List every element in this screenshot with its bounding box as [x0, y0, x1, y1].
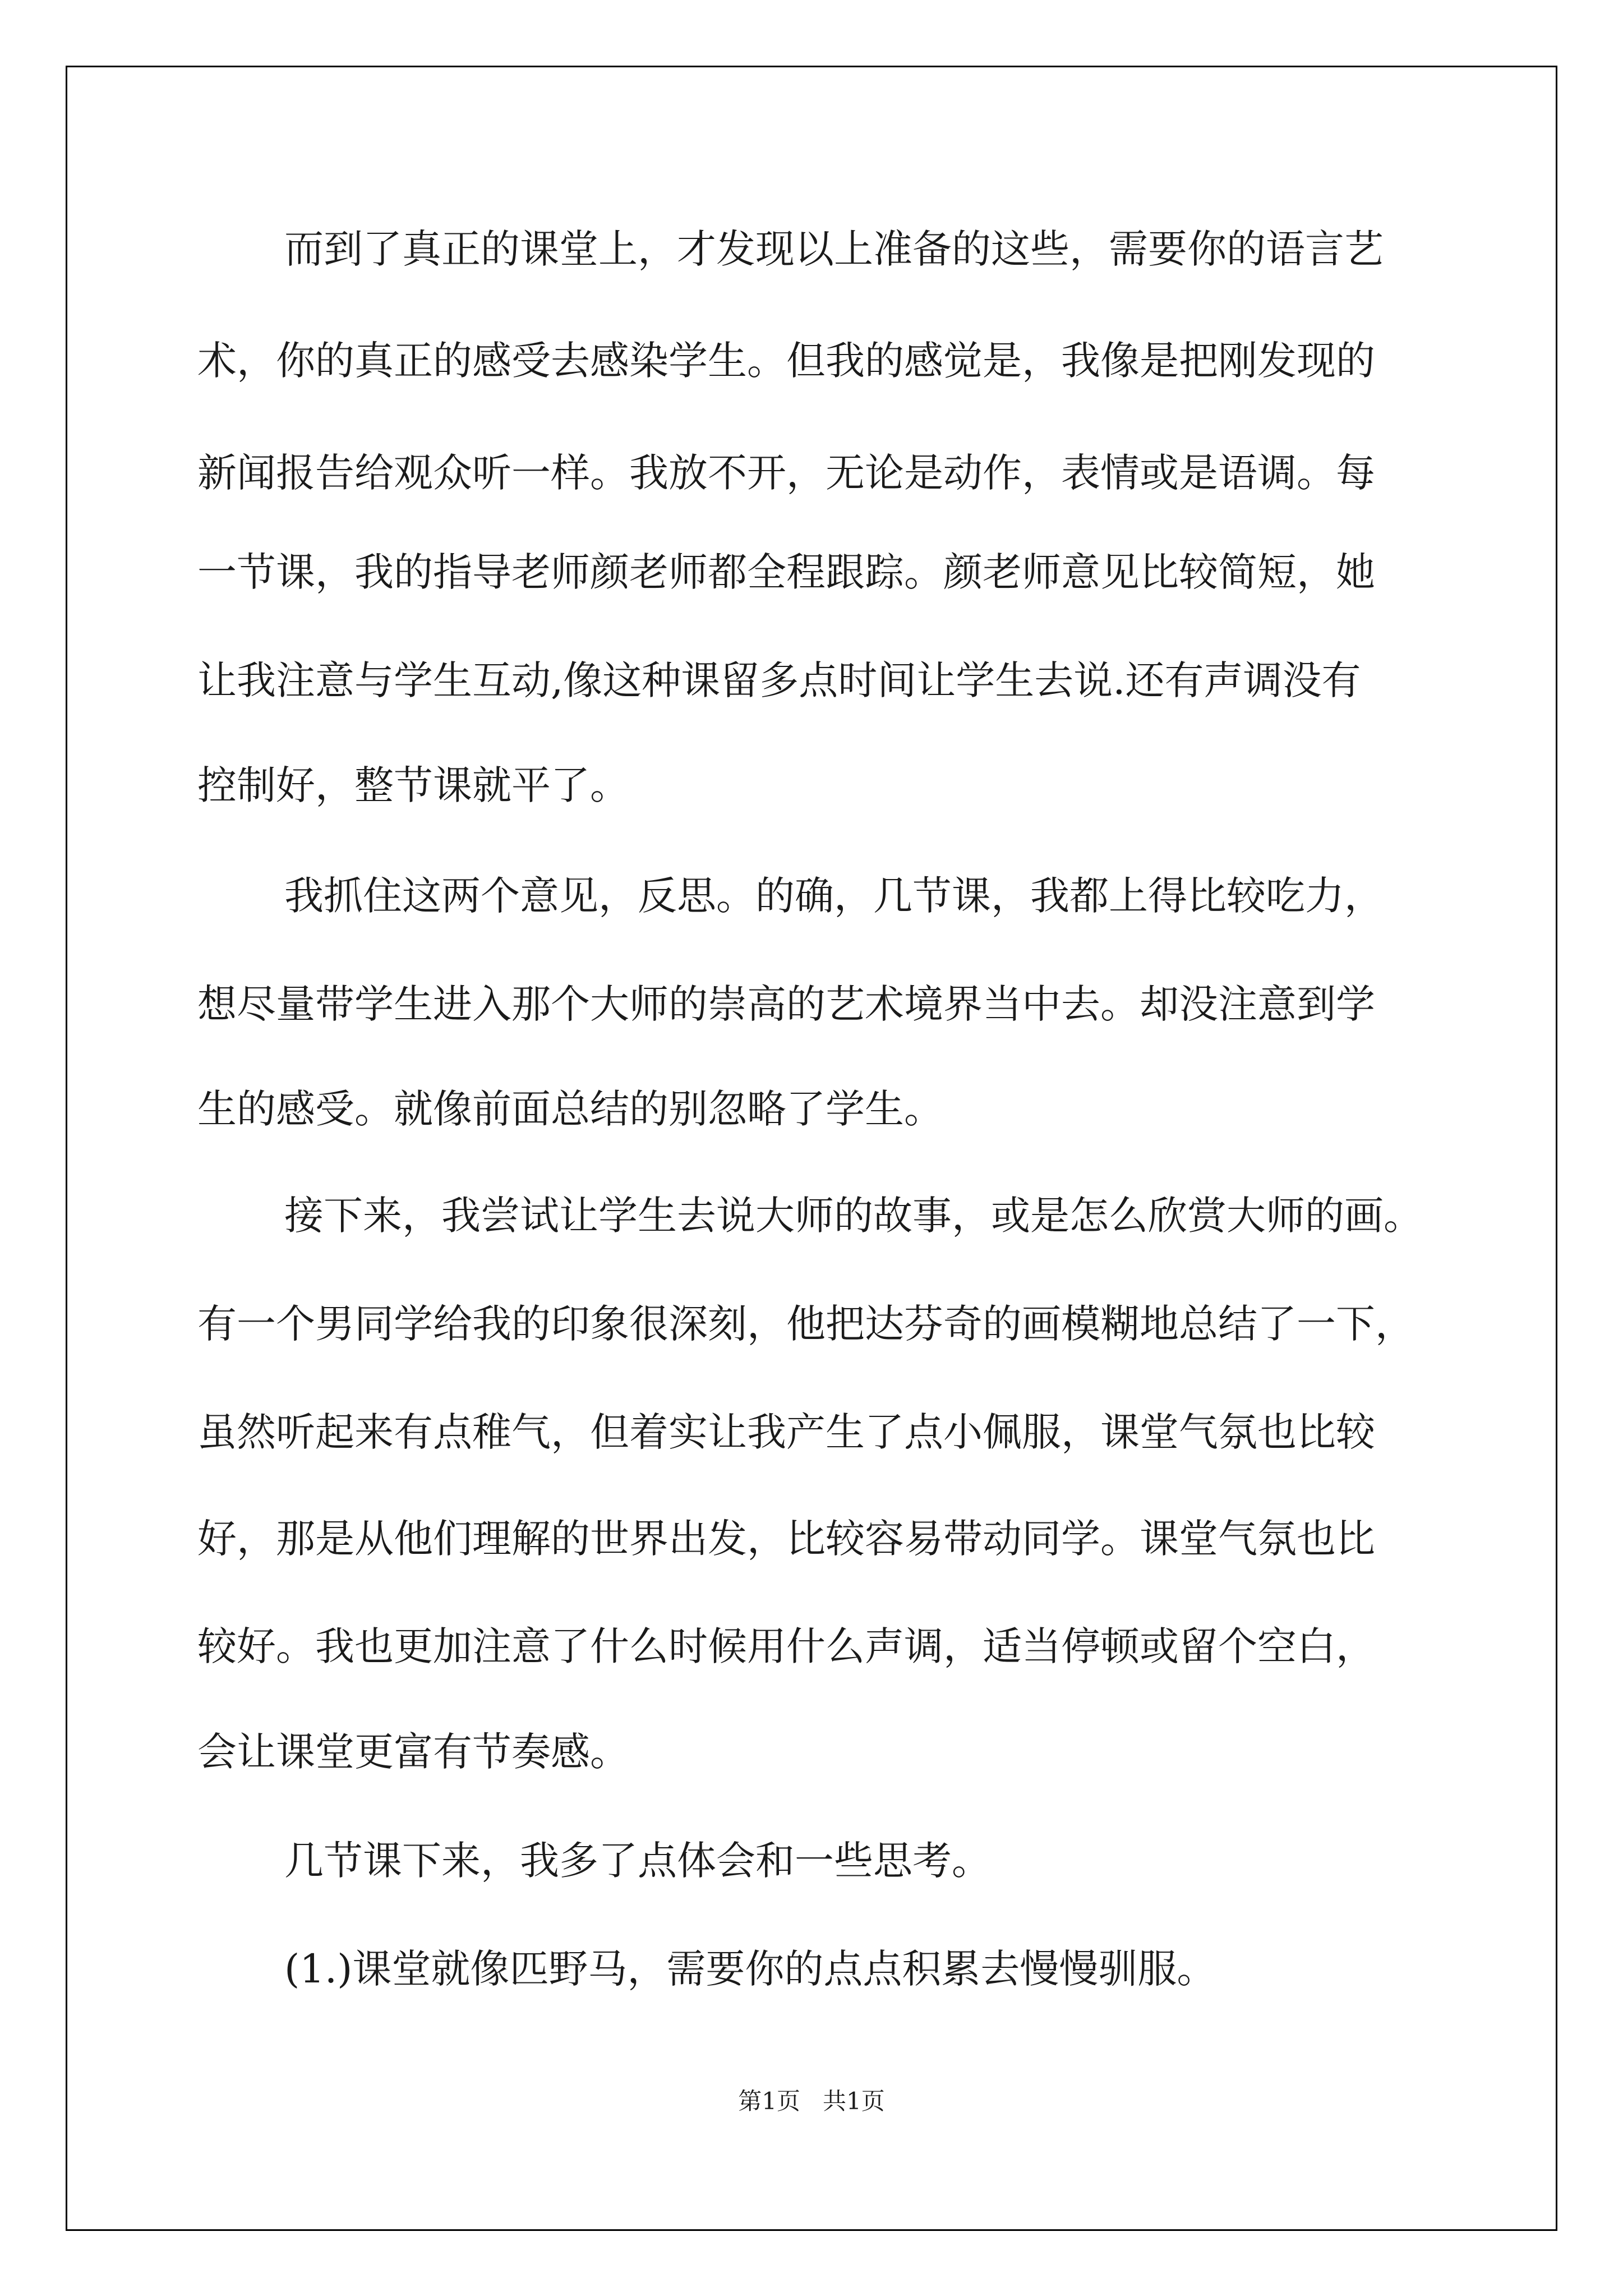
text-line: 新闻报告给观众听一样。我放不开，无论是动作，表情或是语调。每 [197, 450, 1375, 496]
text-line: 会让课堂更富有节奏感。 [197, 1729, 629, 1775]
text-line: 让我注意与学生互动,像这种课留多点时间让学生去说.还有声调没有 [197, 657, 1361, 703]
text-line: 接下来，我尝试让学生去说大师的故事，或是怎么欣赏大师的画。 [284, 1193, 1423, 1239]
text-line: 好，那是从他们理解的世界出发，比较容易带动同学。课堂气氛也比 [197, 1516, 1375, 1562]
text-line: 控制好，整节课就平了。 [197, 762, 629, 808]
text-line: 虽然听起来有点稚气，但着实让我产生了点小佩服，课堂气氛也比较 [197, 1409, 1375, 1455]
text-line: 而到了真正的课堂上，才发现以上准备的这些，需要你的语言艺 [284, 226, 1384, 272]
text-line: 生的感受。就像前面总结的别忽略了学生。 [197, 1086, 943, 1132]
text-line: 较好。我也更加注意了什么时候用什么声调，适当停顿或留个空白， [197, 1623, 1375, 1669]
page-footer: 第1页 共1页 [738, 2087, 885, 2115]
text-line: 想尽量带学生进入那个大师的崇高的艺术境界当中去。却没注意到学 [197, 981, 1375, 1027]
text-line: 几节课下来，我多了点体会和一些思考。 [284, 1838, 991, 1884]
text-line: 一节课，我的指导老师颜老师都全程跟踪。颜老师意见比较简短，她 [197, 549, 1375, 595]
text-line: (1.)课堂就像匹野马，需要你的点点积累去慢慢驯服。 [284, 1946, 1216, 1992]
page-border [66, 66, 1557, 2231]
text-line: 我抓住这两个意见，反思。的确，几节课，我都上得比较吃力， [284, 873, 1384, 919]
text-line: 术，你的真正的感受去感染学生。但我的感觉是，我像是把刚发现的 [197, 338, 1375, 384]
text-line: 有一个男同学给我的印象很深刻，他把达芬奇的画模糊地总结了一下， [197, 1301, 1414, 1347]
